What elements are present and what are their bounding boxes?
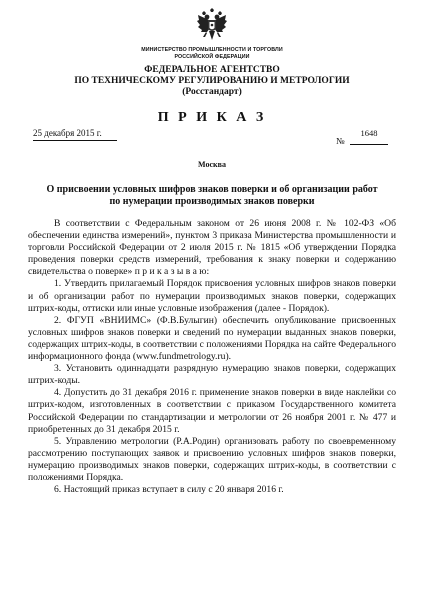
order-number: 1648 — [360, 128, 378, 138]
body-paragraph-item-5: 5. Управлению метрологии (Р.А.Родин) организовать работу по своевременному рассмотрению поступающих заявок и присвоению условных шифров знаков поверки, нумерацию производимых знаков поверки, содержащих штрих-коды, в соответствии с положениями Порядка. — [28, 435, 396, 483]
body-paragraph-item-2: 2. ФГУП «ВНИИМС» (Ф.В.Булыгин) обеспечить опубликование присвоенных условных шифров знаков поверки и сведений по нумерации выданных знаков поверки, содержащих штрих-коды, в соответствии с положениями Порядка на сайте Федерального информационного фонда (www.fundmetrology.ru). — [28, 314, 396, 363]
subject-line-1: О присвоении условных шифров знаков поверки и об организации работ — [46, 184, 378, 195]
agency-line-2: ПО ТЕХНИЧЕСКОМУ РЕГУЛИРОВАНИЮ И МЕТРОЛОГИИ — [74, 75, 350, 86]
agency-line-1: ФЕДЕРАЛЬНОЕ АГЕНТСТВО — [144, 65, 280, 75]
agency-line-3: (Росстандарт) — [182, 86, 242, 97]
body-paragraph-item-3: 3. Установить одиннадцати разрядную нумерацию знаков поверки, содержащих штрих-коды. — [28, 363, 396, 387]
agency-name — [0, 65, 424, 97]
subject-line-2: по нумерации производимых знаков поверки — [109, 196, 315, 207]
ministry-name — [0, 47, 424, 60]
body-paragraph-preamble: В соответствии с Федеральным законом от 26 июня 2008 г. № 102-ФЗ «Об обеспечении единства измерений», пунктом 3 приказа Министерства промышленности и торговли Российской Федерации от 2 июля 2015 г. № 1815 «Об утверждении Порядка проведения поверки средств измерений, требования к знаку поверки и содержанию свидетельства о поверке» п р и к а з ы в а ю: — [28, 218, 396, 278]
order-number-sign: № — [336, 136, 345, 146]
order-title: П Р И К А З — [157, 110, 267, 125]
order-date: 25 декабря 2015 г. — [33, 128, 102, 138]
order-subject — [38, 184, 386, 208]
ministry-line-1: МИНИСТЕРСТВО ПРОМЫШЛЕННОСТИ И ТОРГОВЛИ — [141, 47, 283, 53]
body-paragraph-item-1: 1. Утвердить прилагаемый Порядок присвоения условных шифров знаков поверки и об организации работ по нумерации производимых знаков поверки, содержащих штрих-коды, оттиски или иные условные изображения (далее - Порядок). — [28, 278, 396, 314]
russian-coat-of-arms-icon — [197, 8, 227, 42]
date-underline — [33, 140, 117, 141]
body-paragraph-item-4: 4. Допустить до 31 декабря 2016 г. применение знаков поверки в виде наклейки со штрих-кодом, изготовленных в соответствии с приказом Государственного комитета Российской Федерации по стандартизации и метрологии от 26 ноября 2001 г. № 477 и приобретенных до 31 декабря 2015 г. — [28, 387, 396, 435]
ministry-line-2: РОССИЙСКОЙ ФЕДЕРАЦИИ — [174, 53, 250, 60]
order-city: Москва — [198, 160, 226, 169]
body-paragraph-item-6: 6. Настоящий приказ вступает в силу с 20 января 2016 г. — [54, 484, 284, 496]
order-body — [28, 218, 396, 496]
order-number-underline — [350, 144, 388, 145]
